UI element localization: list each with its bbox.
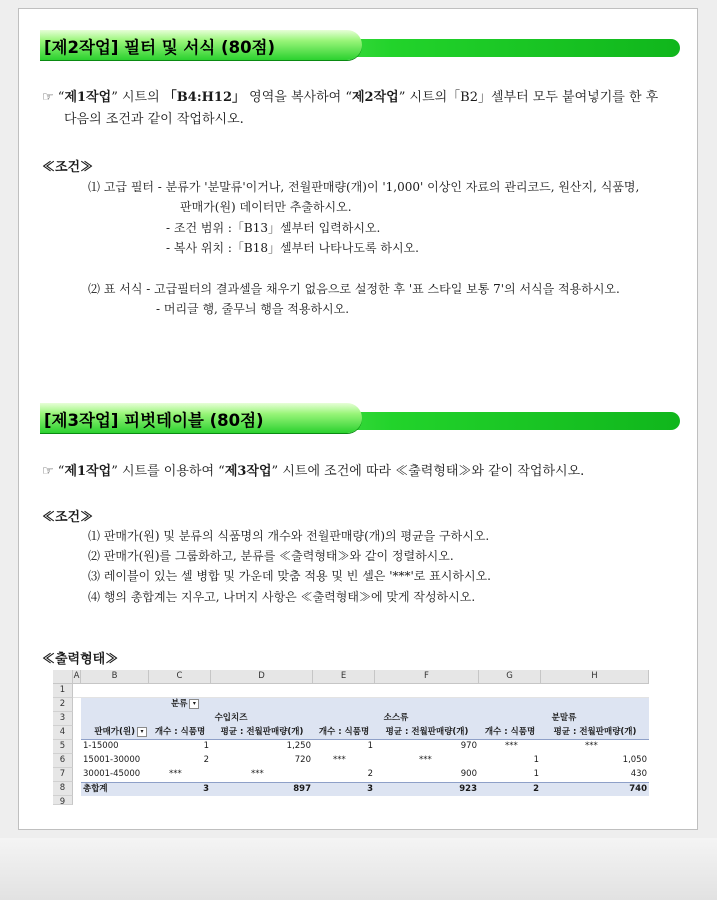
table-cell[interactable]: *** <box>505 741 518 751</box>
section2-cond2-line1: ⑵ 표 서식 - 고급필터의 결과셀을 채우기 없음으로 설정한 후 '표 스타일 보통 7'의 서식을 적용하시오. <box>88 282 620 296</box>
section3-cond-3: ⑶ 레이블이 있는 셀 병합 및 가운데 맞춤 적용 및 빈 셀은 '***'로 표시하시오. <box>88 569 491 583</box>
table-cell[interactable]: 900 <box>460 769 477 779</box>
column-header-e[interactable]: E <box>313 670 375 684</box>
row-header-4[interactable]: 4 <box>53 726 73 740</box>
column-header-d[interactable]: D <box>211 670 313 684</box>
table-cell[interactable]: 1 <box>203 741 209 751</box>
page-bottom-band <box>0 838 717 900</box>
filter-dropdown-icon[interactable]: ▾ <box>189 699 199 709</box>
pivot-group-header-1: 수입치즈 <box>214 713 248 723</box>
row-header-5[interactable]: 5 <box>53 740 73 754</box>
section2-cond2-line2: - 머리글 행, 줄무늬 행을 적용하시오. <box>156 302 350 316</box>
table-cell[interactable]: *** <box>169 769 182 779</box>
row-label[interactable]: 1-15000 <box>83 741 119 751</box>
measure-header-count-3: 개수 : 식품명 <box>484 727 536 737</box>
section3-title: [제3작업] 피벗테이블 (80점) <box>44 411 264 430</box>
total-cell[interactable]: 3 <box>367 784 373 794</box>
table-cell[interactable]: *** <box>333 755 346 765</box>
table-cell[interactable]: 1 <box>367 741 373 751</box>
total-cell[interactable]: 897 <box>293 784 311 794</box>
section3-cond-1: ⑴ 판매가(원) 및 분류의 식품명의 개수와 전월판매량(개)의 평균을 구하시오. <box>88 529 490 543</box>
row-label[interactable]: 15001-30000 <box>83 755 141 765</box>
row-header-7[interactable]: 7 <box>53 768 73 782</box>
measure-header-count-2: 개수 : 식품명 <box>318 727 370 737</box>
pivot-row-field-label[interactable]: 판매가(원) ▾ <box>81 726 149 740</box>
table-cell[interactable]: 430 <box>630 769 647 779</box>
section2-cond1-line3: - 조건 범위 :「B13」셀부터 입력하시오. <box>166 221 381 235</box>
pointing-hand-icon: ☞ <box>42 90 54 105</box>
section2-condition-heading: ≪조건≫ <box>42 160 94 175</box>
section2-cond1-line1: ⑴ 고급 필터 - 분류가 '분말류'이거나, 전월판매량(개)이 '1,000' 이상인 자료의 관리코드, 원산지, 식품명, <box>88 180 640 194</box>
row-header-1[interactable]: 1 <box>53 684 73 698</box>
row-header-3[interactable]: 3 <box>53 712 73 726</box>
table-cell[interactable]: 1,250 <box>286 741 311 751</box>
table-cell[interactable]: 1 <box>533 755 539 765</box>
pivot-column-field-label[interactable]: 분류 ▾ <box>169 698 269 712</box>
table-cell[interactable]: *** <box>251 769 264 779</box>
measure-header-count-1: 개수 : 식품명 <box>154 727 206 737</box>
table-cell[interactable]: 1 <box>533 769 539 779</box>
column-header-a[interactable]: A <box>73 670 81 684</box>
measure-header-avg-2: 평균 : 전월판매량(개) <box>385 727 469 737</box>
section3-intro-line: ☞ “제1작업” 시트를 이용하여 “제3작업” 시트에 조건에 따라 ≪출력형태≫와 같이 작업하시오. <box>42 464 585 479</box>
table-cell[interactable]: 2 <box>367 769 373 779</box>
sheet-row-1 <box>73 684 649 698</box>
output-form-heading: ≪출력형태≫ <box>42 652 119 667</box>
total-label[interactable]: 총합계 <box>83 784 108 794</box>
column-header-g[interactable]: G <box>479 670 541 684</box>
section3-condition-heading: ≪조건≫ <box>42 510 94 525</box>
pointing-hand-icon: ☞ <box>42 464 54 479</box>
column-header-c[interactable]: C <box>149 670 211 684</box>
pivot-group-header-2: 소스류 <box>383 713 409 723</box>
row-label[interactable]: 30001-45000 <box>83 769 141 779</box>
total-cell[interactable]: 2 <box>533 784 539 794</box>
section3-cond-4: ⑷ 행의 총합계는 지우고, 나머지 사항은 ≪출력형태≫에 맞게 작성하시오. <box>88 590 476 604</box>
pivot-table-screenshot <box>53 670 649 805</box>
column-header-h[interactable]: H <box>541 670 649 684</box>
section2-cond1-line4: - 복사 위치 :「B18」셀부터 나타나도록 하시오. <box>166 241 419 255</box>
row-header-9[interactable]: 9 <box>53 796 73 805</box>
section2-title: [제2작업] 필터 및 서식 (80점) <box>44 38 276 57</box>
section2-intro-line1: ☞ “제1작업” 시트의 「B4:H12」 영역을 복사하여 “제2작업” 시트의「B2」셀부터 모두 붙여넣기를 한 후 <box>42 90 659 105</box>
pivot-group-header-3: 분말류 <box>551 713 577 723</box>
measure-header-avg-1: 평균 : 전월판매량(개) <box>220 727 304 737</box>
row-header-8[interactable]: 8 <box>53 782 73 796</box>
column-header-f[interactable]: F <box>375 670 479 684</box>
table-cell[interactable]: 1,050 <box>622 755 647 765</box>
section3-cond-2: ⑵ 판매가(원)를 그룹화하고, 분류를 ≪출력형태≫와 같이 정렬하시오. <box>88 549 454 563</box>
section2-intro-line2: 다음의 조건과 같이 작업하시오. <box>64 112 244 127</box>
total-cell[interactable]: 3 <box>203 784 209 794</box>
sheet-corner <box>53 670 73 684</box>
filter-dropdown-icon[interactable]: ▾ <box>137 727 147 737</box>
section2-header <box>40 30 680 62</box>
table-cell[interactable]: 970 <box>460 741 477 751</box>
measure-header-avg-3: 평균 : 전월판매량(개) <box>553 727 637 737</box>
total-cell[interactable]: 740 <box>629 784 647 794</box>
row-header-2[interactable]: 2 <box>53 698 73 712</box>
column-header-b[interactable]: B <box>81 670 149 684</box>
table-cell[interactable]: 2 <box>203 755 209 765</box>
table-cell[interactable]: *** <box>585 741 598 751</box>
table-cell[interactable]: *** <box>419 755 432 765</box>
total-cell[interactable]: 923 <box>459 784 477 794</box>
section2-cond1-line2: 판매가(원) 데이터만 추출하시오. <box>180 200 352 214</box>
row-header-6[interactable]: 6 <box>53 754 73 768</box>
section3-header <box>40 403 680 435</box>
table-cell[interactable]: 720 <box>294 755 311 765</box>
